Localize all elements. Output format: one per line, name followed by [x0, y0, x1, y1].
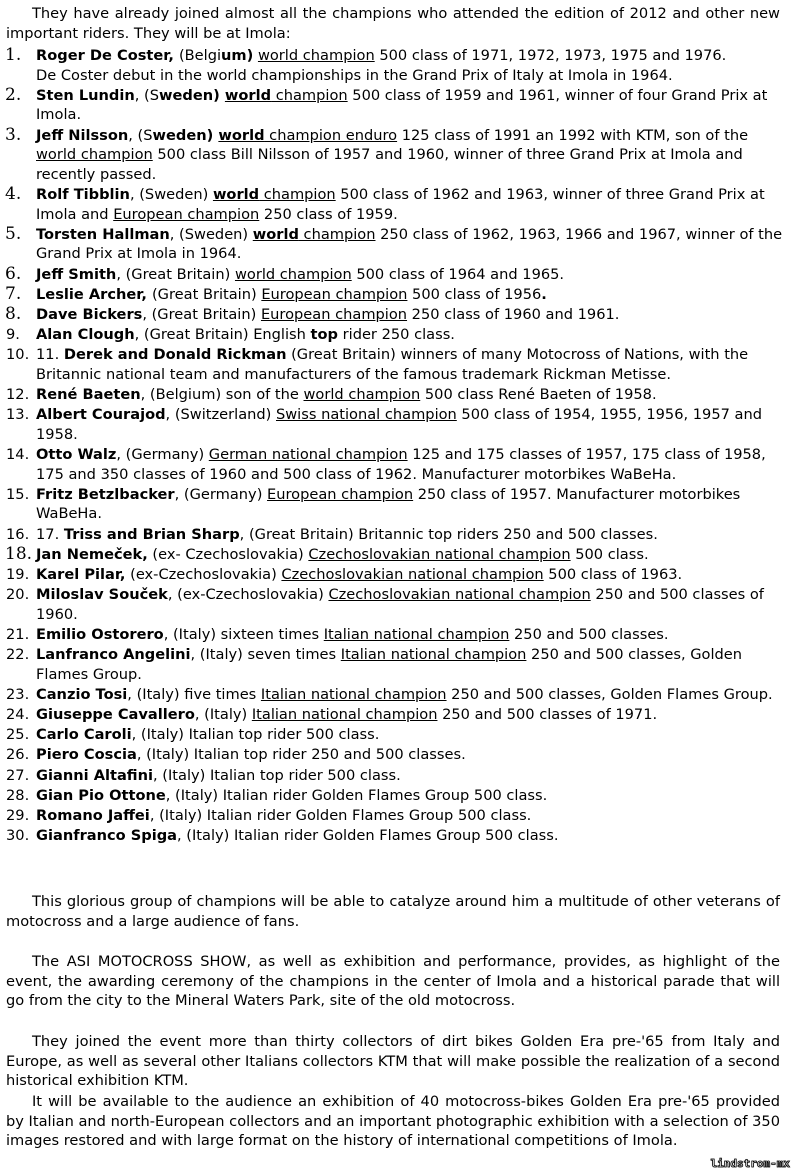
list-number: 26. — [6, 746, 30, 764]
rider-text: , (ex-Czechoslovakia) — [167, 586, 329, 604]
rider-text-bold: Miloslav Souček — [36, 586, 168, 604]
rider-text-bold: René Baeten — [36, 386, 141, 404]
list-number: 20. — [6, 586, 30, 604]
list-number: 5. — [5, 223, 22, 244]
rider-list-item — [0, 625, 784, 645]
rider-list-item — [0, 225, 784, 264]
rider-text-bold: Fritz Betzlbacker — [36, 485, 175, 503]
rider-text: 500 class of 1971, 1972, 1973, 1975 and 1976. — [374, 47, 727, 64]
list-number: 22. — [6, 646, 30, 664]
rider-text-bold: Roger De Coster, — [36, 47, 179, 64]
rider-list-item — [0, 345, 784, 384]
list-number: 14. — [6, 446, 30, 463]
rider-text: 500 class of 1962 and 1963, winner of three Grand Prix at Imola and — [36, 185, 765, 223]
rider-text-bold: Jeff Nilsson — [36, 126, 129, 144]
rider-text-underlined: European champion — [261, 285, 408, 303]
rider-text-bold: weden) — [152, 126, 219, 144]
rider-text: rider 250 class. — [338, 326, 455, 344]
rider-text-underlined: European champion — [267, 485, 414, 503]
rider-text-bold: Dave Bickers — [36, 305, 143, 323]
rider-list — [0, 46, 800, 846]
rider-text-underlined: Czechoslovakian national champion — [328, 586, 591, 604]
rider-text: , (Sweden) — [169, 225, 253, 243]
list-number: 12. — [6, 386, 30, 404]
rider-text-underlined: Italian national champion — [340, 646, 527, 664]
rider-text-underlined: Czechoslovakian national champion — [308, 545, 571, 563]
rider-text-bold: Piero Coscia — [36, 746, 137, 764]
rider-text: , (Italy) five times — [127, 685, 261, 703]
rider-text: 125 class of 1991 an 1992 with KTM, son of the — [397, 126, 749, 144]
rider-text-underlined: German national champion — [208, 446, 408, 463]
rider-text: , (Italy) — [194, 706, 252, 724]
rider-text: 250 class of 1962, 1963, 1966 and 1967, winner of the Grand Prix at Imola in 1964. — [36, 225, 783, 263]
rider-text: 500 class of 1956 — [407, 285, 542, 303]
rider-text-bold: Triss and Brian Sharp — [63, 525, 240, 543]
list-number: 6. — [5, 263, 22, 284]
rider-text: 500 class Bill Nilsson of 1957 and 1960, winner of three Grand Prix at Imola and recently passed. — [36, 146, 743, 183]
rider-text-bold: Giuseppe Cavallero — [36, 706, 195, 724]
rider-text-underlined: world champion — [257, 47, 375, 64]
rider-text: , (Great Britain) — [142, 305, 261, 323]
list-number: 25. — [6, 726, 30, 744]
rider-text: 250 and 500 classes. — [509, 625, 669, 643]
rider-text: , (Italy) Italian top rider 500 class. — [131, 726, 380, 744]
rider-text-bold: um) — [221, 47, 254, 64]
rider-text-bold: Lanfranco Angelini — [36, 646, 191, 664]
rider-text-bold: Torsten Hallman — [36, 225, 170, 243]
list-number: 15. — [6, 485, 30, 503]
rider-text-bold: Gian Pio Ottone — [36, 786, 166, 804]
rider-list-item — [0, 806, 784, 826]
list-number: 3. — [5, 124, 22, 145]
rider-list-item — [0, 766, 784, 786]
rider-text-underlined: champion — [298, 225, 376, 243]
rider-list-item — [0, 126, 784, 185]
rider-text-bold: Jeff Smith — [36, 265, 117, 283]
rider-text-bold: Rolf Tibblin — [36, 185, 130, 203]
rider-list-item — [0, 325, 784, 345]
rider-list-item — [0, 445, 784, 484]
rider-text: 250 and 500 classes, Golden Flames Group. — [36, 646, 742, 683]
rider-text-underlined: champion enduro — [264, 126, 398, 144]
rider-text: , (Great Britain) Britannic top riders 250 and 500 classes. — [239, 525, 658, 543]
rider-text-bold: . — [541, 285, 547, 303]
rider-list-item — [0, 685, 784, 705]
rider-list-item — [0, 786, 784, 806]
list-number: 18. — [5, 543, 33, 564]
paragraph-motocross-show: The ASI MOTOCROSS SHOW, as well as exhibition and performance, provides, as highlight of the event, the awarding ceremony of the champions in the center of Imola and a historical parade that will go from the city to the Mineral Waters Park, site of the old motocross. — [6, 953, 780, 1010]
rider-list-item — [0, 705, 784, 725]
rider-text: 500 class René Baeten of 1958. — [420, 386, 657, 404]
rider-text-underlined: Swiss national champion — [275, 406, 457, 424]
rider-text-bold: Gianfranco Spiga — [36, 827, 178, 845]
rider-text: , (Italy) Italian rider Golden Flames Group 500 class. — [165, 786, 548, 804]
rider-text: , (S — [134, 86, 160, 104]
rider-text: 125 and 175 classes of 1957, 175 class of 1958, 175 and 350 classes of 1960 and 500 class of 1962. Manufacturer motorbikes WaBeHa. — [36, 446, 766, 483]
rider-text: , (Italy) sixteen times — [163, 625, 324, 643]
rider-text-underlined: European champion — [113, 205, 260, 223]
rider-text-bold: Gianni Altafini — [36, 766, 154, 784]
rider-list-item — [0, 525, 784, 545]
rider-list-item — [0, 305, 784, 325]
list-number: 4. — [5, 183, 22, 204]
rider-text-bold: weden) — [159, 86, 225, 104]
rider-text-underlined: champion — [271, 86, 348, 104]
list-number: 19. — [6, 565, 30, 583]
rider-text-bold: Leslie Archer, — [36, 285, 152, 303]
list-number: 8. — [5, 303, 22, 324]
rider-text-bold: Romano Jaffei — [36, 807, 150, 824]
rider-text: (Belgi — [178, 47, 222, 64]
list-number: 27. — [6, 766, 30, 784]
rider-text: (ex-Czechoslovakia) — [125, 565, 282, 583]
lindstrom-mx-logo: lindstrom-mx — [710, 1157, 790, 1170]
rider-text-bold: world — [224, 86, 272, 104]
rider-text-underlined: Italian national champion — [260, 685, 447, 703]
rider-text: , (Sweden) — [129, 185, 213, 203]
rider-text-bold: Otto Walz — [36, 446, 117, 463]
rider-text: 250 class of 1959. — [259, 205, 398, 223]
rider-text: , (Italy) Italian top rider 500 class. — [153, 766, 401, 784]
rider-list-item — [0, 585, 784, 624]
rider-list-item — [0, 826, 784, 846]
rider-text-underlined: Czechoslovakian national champion — [281, 565, 544, 583]
list-number: 13. — [6, 406, 30, 424]
rider-text-bold: top — [310, 326, 338, 344]
rider-text: , (Italy) Italian rider Golden Flames Group 500 class. — [149, 807, 532, 824]
rider-text: , (Italy) Italian rider Golden Flames Group 500 class. — [177, 827, 559, 845]
rider-text-underlined: Italian national champion — [323, 625, 510, 643]
list-number: 29. — [6, 807, 30, 824]
rider-text: , (Germany) — [116, 446, 209, 463]
list-number: 21. — [6, 625, 30, 643]
rider-text-bold: Sten Lundin — [36, 86, 135, 104]
paragraph-champions-group: This glorious group of champions will be able to catalyze around him a multitude of other veterans of motocross and a large audience of fans. — [6, 893, 780, 930]
rider-text-underlined: world champion — [303, 386, 421, 404]
rider-list-item — [0, 385, 784, 405]
rider-text: , (Switzerland) — [165, 406, 276, 424]
list-number: 28. — [6, 786, 30, 804]
rider-text-underlined: world champion — [36, 146, 153, 164]
list-number: 23. — [6, 685, 30, 703]
rider-text-bold: Emilio Ostorero — [36, 625, 164, 643]
rider-text-bold: Carlo Caroli — [36, 726, 132, 744]
rider-list-item — [0, 645, 784, 684]
list-number: 16. — [6, 525, 30, 543]
rider-text: 500 class of 1963. — [543, 565, 683, 583]
rider-list-item — [0, 46, 784, 85]
paragraph-collectors: They joined the event more than thirty collectors of dirt bikes Golden Era pre-'65 from Italy and Europe, as well as several other Italians collectors KTM that will make possible the realization of a second historical exhibition KTM. — [6, 1033, 780, 1090]
rider-text: , (Italy) seven times — [190, 646, 341, 664]
list-number: 10. — [6, 346, 30, 364]
rider-text-bold: world — [218, 126, 265, 144]
rider-list-item — [0, 405, 784, 444]
rider-text-underlined: European champion — [260, 305, 408, 323]
rider-text: 17. — [36, 525, 64, 543]
list-number: 7. — [5, 283, 22, 304]
rider-text: 500 class. — [570, 545, 649, 563]
rider-text: 250 and 500 classes of 1960. — [36, 586, 764, 623]
rider-text-bold: world — [212, 185, 260, 203]
rider-text-bold: world — [252, 225, 299, 243]
rider-text: 250 and 500 classes, Golden Flames Group. — [446, 685, 773, 703]
rider-list-item — [0, 545, 784, 565]
rider-text: 250 and 500 classes of 1971. — [437, 706, 658, 724]
list-number: 1. — [5, 45, 22, 65]
rider-text: 500 class of 1964 and 1965. — [351, 265, 565, 283]
rider-list-item — [0, 86, 784, 125]
rider-list-item — [0, 185, 784, 224]
rider-list-item — [0, 725, 784, 745]
list-number: 24. — [6, 706, 30, 724]
list-number: 30. — [6, 827, 30, 845]
rider-text: , (Belgium) son of the — [140, 386, 304, 404]
rider-text-bold: Jan Nemeček, — [36, 545, 148, 563]
rider-text-underlined: world champion — [234, 265, 352, 283]
rider-list-item — [0, 565, 784, 585]
rider-text-bold: Derek and Donald Rickman — [63, 346, 287, 364]
rider-text: 250 class of 1960 and 1961. — [407, 305, 620, 323]
list-number: 9. — [6, 326, 20, 344]
rider-text: , (Great Britain) — [116, 265, 235, 283]
rider-text: , (Great Britain) English — [134, 326, 311, 344]
rider-text: 500 class of 1954, 1955, 1956, 1957 and 1958. — [36, 406, 762, 443]
rider-text: 11. — [36, 346, 64, 364]
rider-list-item — [0, 745, 784, 765]
rider-list-item — [0, 285, 784, 305]
rider-text-underlined: Italian national champion — [251, 706, 438, 724]
rider-text: , (S — [128, 126, 153, 144]
rider-text: (Great Britain) — [151, 285, 262, 303]
rider-text: (ex- Czechoslovakia) — [147, 545, 309, 563]
paragraph-exhibition: It will be available to the audience an exhibition of 40 motocross-bikes Golden Era pre-'65 provided by Italian and north-European collectors and an important photographic exhibition with a selection of 350 images restored and with large format on the history of international competitions of Imola. — [6, 1093, 780, 1150]
rider-text: 500 class of 1959 and 1961, winner of four Grand Prix at Imola. — [36, 86, 768, 124]
rider-text-bold: Albert Courajod — [36, 406, 166, 424]
rider-text-bold: Canzio Tosi — [36, 685, 128, 703]
intro-paragraph: They have already joined almost all the champions who attended the edition of 2012 and other new important riders. They will be at Imola: — [6, 5, 780, 42]
rider-text-underlined: champion — [259, 185, 336, 203]
rider-extra-text: De Coster debut in the world championships in the Grand Prix of Italy at Imola in 1964. — [36, 66, 673, 84]
rider-list-item — [0, 485, 784, 524]
rider-text-bold: Alan Clough — [36, 326, 135, 344]
rider-list-item — [0, 265, 784, 285]
rider-text: (Great Britain) winners of many Motocross of Nations, with the Britannic national team and manufacturers of the famous trademark Rickman Metisse. — [36, 346, 749, 383]
rider-text: , (Germany) — [174, 485, 268, 503]
list-number: 2. — [5, 84, 22, 105]
rider-text: 250 class of 1957. Manufacturer motorbikes WaBeHa. — [36, 485, 741, 523]
rider-text-bold: Karel Pilar, — [36, 565, 126, 583]
rider-text: , (Italy) Italian top rider 250 and 500 classes. — [136, 746, 466, 764]
